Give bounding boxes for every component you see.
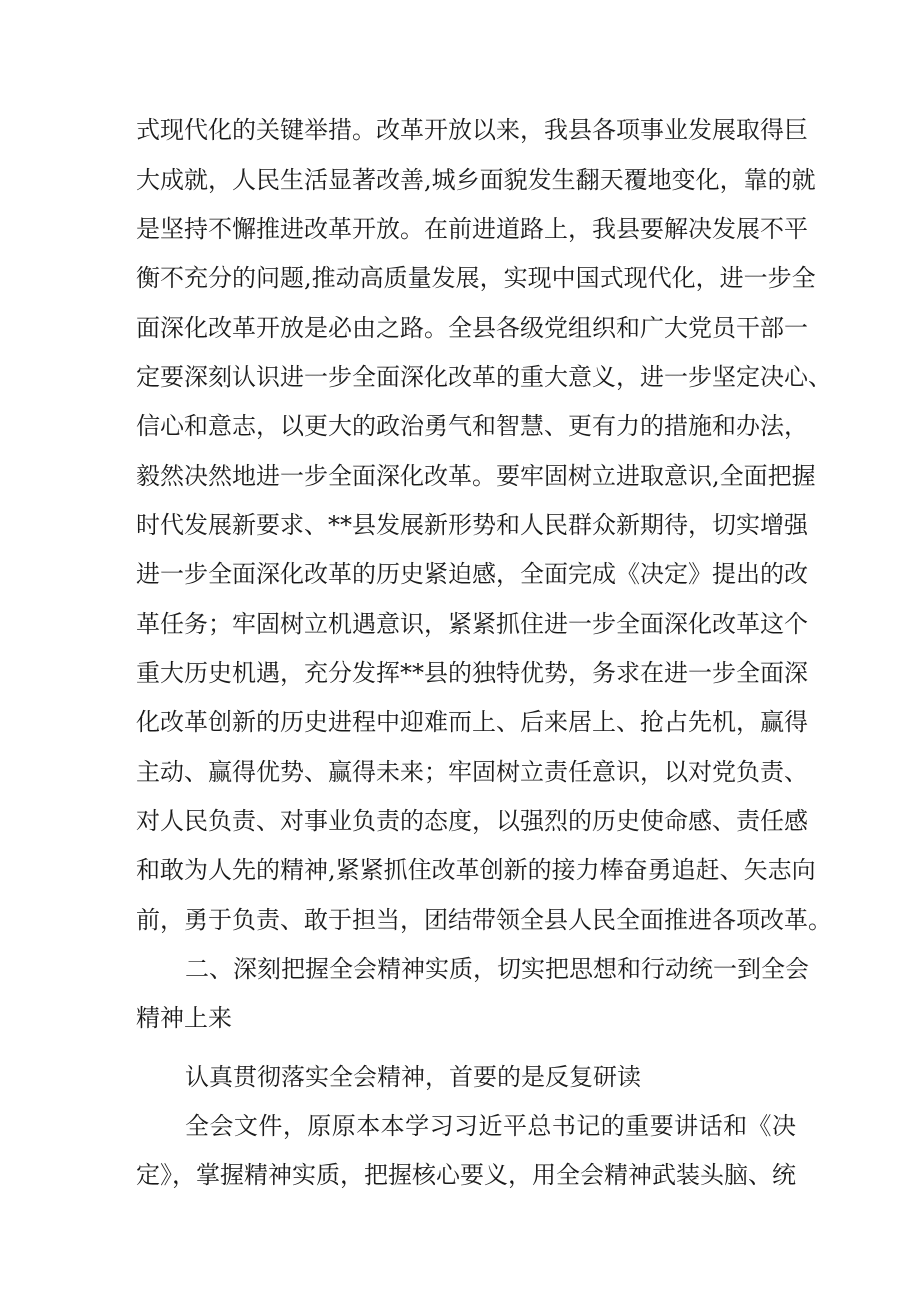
body-line: 和敢为人先的精神,紧紧抓住改革创新的接力棒奋勇追赶、矢志向	[136, 856, 816, 884]
body-line: 重大历史机遇，充分发挥**县的独特优势，务求在进一步全面深	[136, 659, 808, 687]
body-line: 化改革创新的历史进程中迎难而上、后来居上、抢占先机，赢得	[136, 708, 808, 736]
body-line: 前，勇于负责、敢于担当，团结带领全县人民全面推进各项改革。	[136, 906, 832, 934]
body-line: 面深化改革开放是必由之路。全县各级党组织和广大党员干部一	[136, 314, 808, 342]
section-heading: 二、深刻把握全会精神实质，切实把思想和行动统一到全会	[185, 955, 809, 983]
body-line: 毅然决然地进一步全面深化改革。要牢固树立进取意识,全面把握	[136, 462, 816, 490]
body-line: 革任务；牢固树立机遇意识，紧紧抓住进一步全面深化改革这个	[136, 610, 808, 638]
body-line: 大成就，人民生活显著改善,城乡面貌发生翻天覆地变化，靠的就	[136, 166, 816, 194]
subheading: 认真贯彻落实全会精神，首要的是反复研读	[185, 1063, 641, 1091]
body-line: 信心和意志，以更大的政治勇气和智慧、更有力的措施和办法，	[136, 412, 808, 440]
body-line: 衡不充分的问题,推动高质量发展，实现中国式现代化，进一步全	[136, 264, 816, 292]
paragraph-line: 定》，掌握精神实质，把握核心要义，用全会精神武装头脑、统	[136, 1161, 796, 1189]
body-line: 进一步全面深化改革的历史紧迫感，全面完成《决定》提出的改	[136, 560, 808, 588]
body-line: 对人民负责、对事业负责的态度，以强烈的历史使命感、责任感	[136, 807, 808, 835]
body-line: 主动、赢得优势、赢得未来；牢固树立责任意识，以对党负责、	[136, 758, 808, 786]
body-line: 时代发展新要求、**县发展新形势和人民群众新期待，切实增强	[136, 511, 808, 539]
body-line: 是坚持不懈推进改革开放。在前进道路上，我县要解决发展不平	[136, 215, 808, 243]
paragraph-line: 全会文件，原原本本学习习近平总书记的重要讲话和《决	[185, 1112, 796, 1140]
body-line: 定要深刻认识进一步全面深化改革的重大意义，进一步坚定决心、	[136, 363, 832, 391]
section-heading-continued: 精神上来	[136, 1004, 232, 1032]
body-line: 式现代化的关键举措。改革开放以来，我县各项事业发展取得巨	[136, 116, 808, 144]
